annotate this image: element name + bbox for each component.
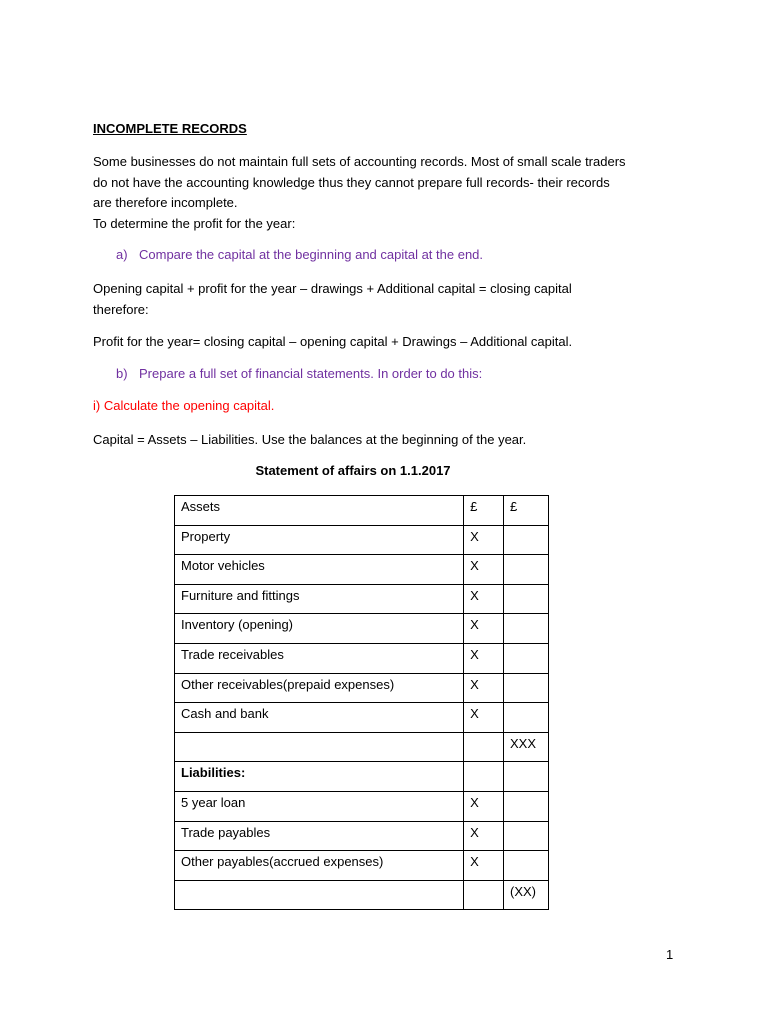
table-row xyxy=(175,496,549,526)
first-amount-cell: X xyxy=(464,525,504,555)
row-label-cell xyxy=(175,732,464,762)
list-item-b xyxy=(116,366,482,381)
second-amount-cell: XXX xyxy=(504,732,549,762)
first-amount-cell xyxy=(464,880,504,910)
paragraph-line: therefore: xyxy=(93,301,149,317)
opening-capital-paragraph xyxy=(93,279,703,320)
table-row xyxy=(175,703,549,733)
row-label-cell: Inventory (opening) xyxy=(175,614,464,644)
table-row xyxy=(175,732,549,762)
table-body xyxy=(175,496,549,910)
first-amount-cell xyxy=(464,762,504,792)
row-label-cell: Property xyxy=(175,525,464,555)
second-amount-cell: (XX) xyxy=(504,880,549,910)
row-label-cell: Motor vehicles xyxy=(175,555,464,585)
table-row xyxy=(175,791,549,821)
row-label-cell: Furniture and fittings xyxy=(175,584,464,614)
first-amount-cell: £ xyxy=(464,496,504,526)
table-row xyxy=(175,555,549,585)
sub-item-i: i) Calculate the opening capital. xyxy=(93,398,275,413)
second-amount-cell: £ xyxy=(504,496,549,526)
first-amount-cell xyxy=(464,732,504,762)
list-marker: a) xyxy=(116,247,128,262)
intro-line: are therefore incomplete. xyxy=(93,195,238,210)
first-amount-cell: X xyxy=(464,555,504,585)
intro-line: Some businesses do not maintain full sets of accounting records. Most of small scale traders xyxy=(93,154,626,169)
paragraph-line: Opening capital + profit for the year – drawings + Additional capital = closing capital xyxy=(93,281,572,296)
table-caption: Statement of affairs on 1.1.2017 xyxy=(255,463,451,478)
capital-formula: Capital = Assets – Liabilities. Use the balances at the beginning of the year. xyxy=(93,432,527,447)
second-amount-cell xyxy=(504,555,549,585)
section-heading: INCOMPLETE RECORDS xyxy=(93,121,247,136)
second-amount-cell xyxy=(504,643,549,673)
row-label-cell: Other payables(accrued expenses) xyxy=(175,851,464,881)
list-item-a xyxy=(116,247,483,262)
second-amount-cell xyxy=(504,703,549,733)
table-row xyxy=(175,584,549,614)
first-amount-cell: X xyxy=(464,673,504,703)
table-row xyxy=(175,673,549,703)
list-marker: b) xyxy=(116,366,128,381)
row-label-cell: Cash and bank xyxy=(175,703,464,733)
list-item-text: Compare the capital at the beginning and capital at the end. xyxy=(139,247,484,262)
row-label-cell: Trade payables xyxy=(175,821,464,851)
table-row xyxy=(175,821,549,851)
second-amount-cell xyxy=(504,584,549,614)
intro-line: do not have the accounting knowledge thus they cannot prepare full records- their records xyxy=(93,174,610,190)
profit-formula: Profit for the year= closing capital – opening capital + Drawings – Additional capital. xyxy=(93,334,573,349)
list-item-text: Prepare a full set of financial statements. In order to do this: xyxy=(139,366,483,381)
second-amount-cell xyxy=(504,614,549,644)
statement-of-affairs-table xyxy=(174,495,549,910)
table-row xyxy=(175,525,549,555)
row-label-cell: Other receivables(prepaid expenses) xyxy=(175,673,464,703)
second-amount-cell xyxy=(504,821,549,851)
row-label-cell: Liabilities: xyxy=(175,762,464,792)
intro-line: To determine the profit for the year: xyxy=(93,215,296,231)
second-amount-cell xyxy=(504,851,549,881)
row-label-cell: Assets xyxy=(175,496,464,526)
second-amount-cell xyxy=(504,762,549,792)
table-row xyxy=(175,643,549,673)
row-label-cell: Trade receivables xyxy=(175,643,464,673)
second-amount-cell xyxy=(504,525,549,555)
first-amount-cell: X xyxy=(464,584,504,614)
table-row xyxy=(175,880,549,910)
second-amount-cell xyxy=(504,791,549,821)
table-row xyxy=(175,614,549,644)
row-label-cell: 5 year loan xyxy=(175,791,464,821)
first-amount-cell: X xyxy=(464,703,504,733)
first-amount-cell: X xyxy=(464,791,504,821)
row-label-cell xyxy=(175,880,464,910)
table-row xyxy=(175,762,549,792)
first-amount-cell: X xyxy=(464,643,504,673)
first-amount-cell: X xyxy=(464,851,504,881)
second-amount-cell xyxy=(504,673,549,703)
table-row xyxy=(175,851,549,881)
intro-paragraph xyxy=(93,152,703,234)
first-amount-cell: X xyxy=(464,614,504,644)
first-amount-cell: X xyxy=(464,821,504,851)
page-number: 1 xyxy=(666,947,674,962)
